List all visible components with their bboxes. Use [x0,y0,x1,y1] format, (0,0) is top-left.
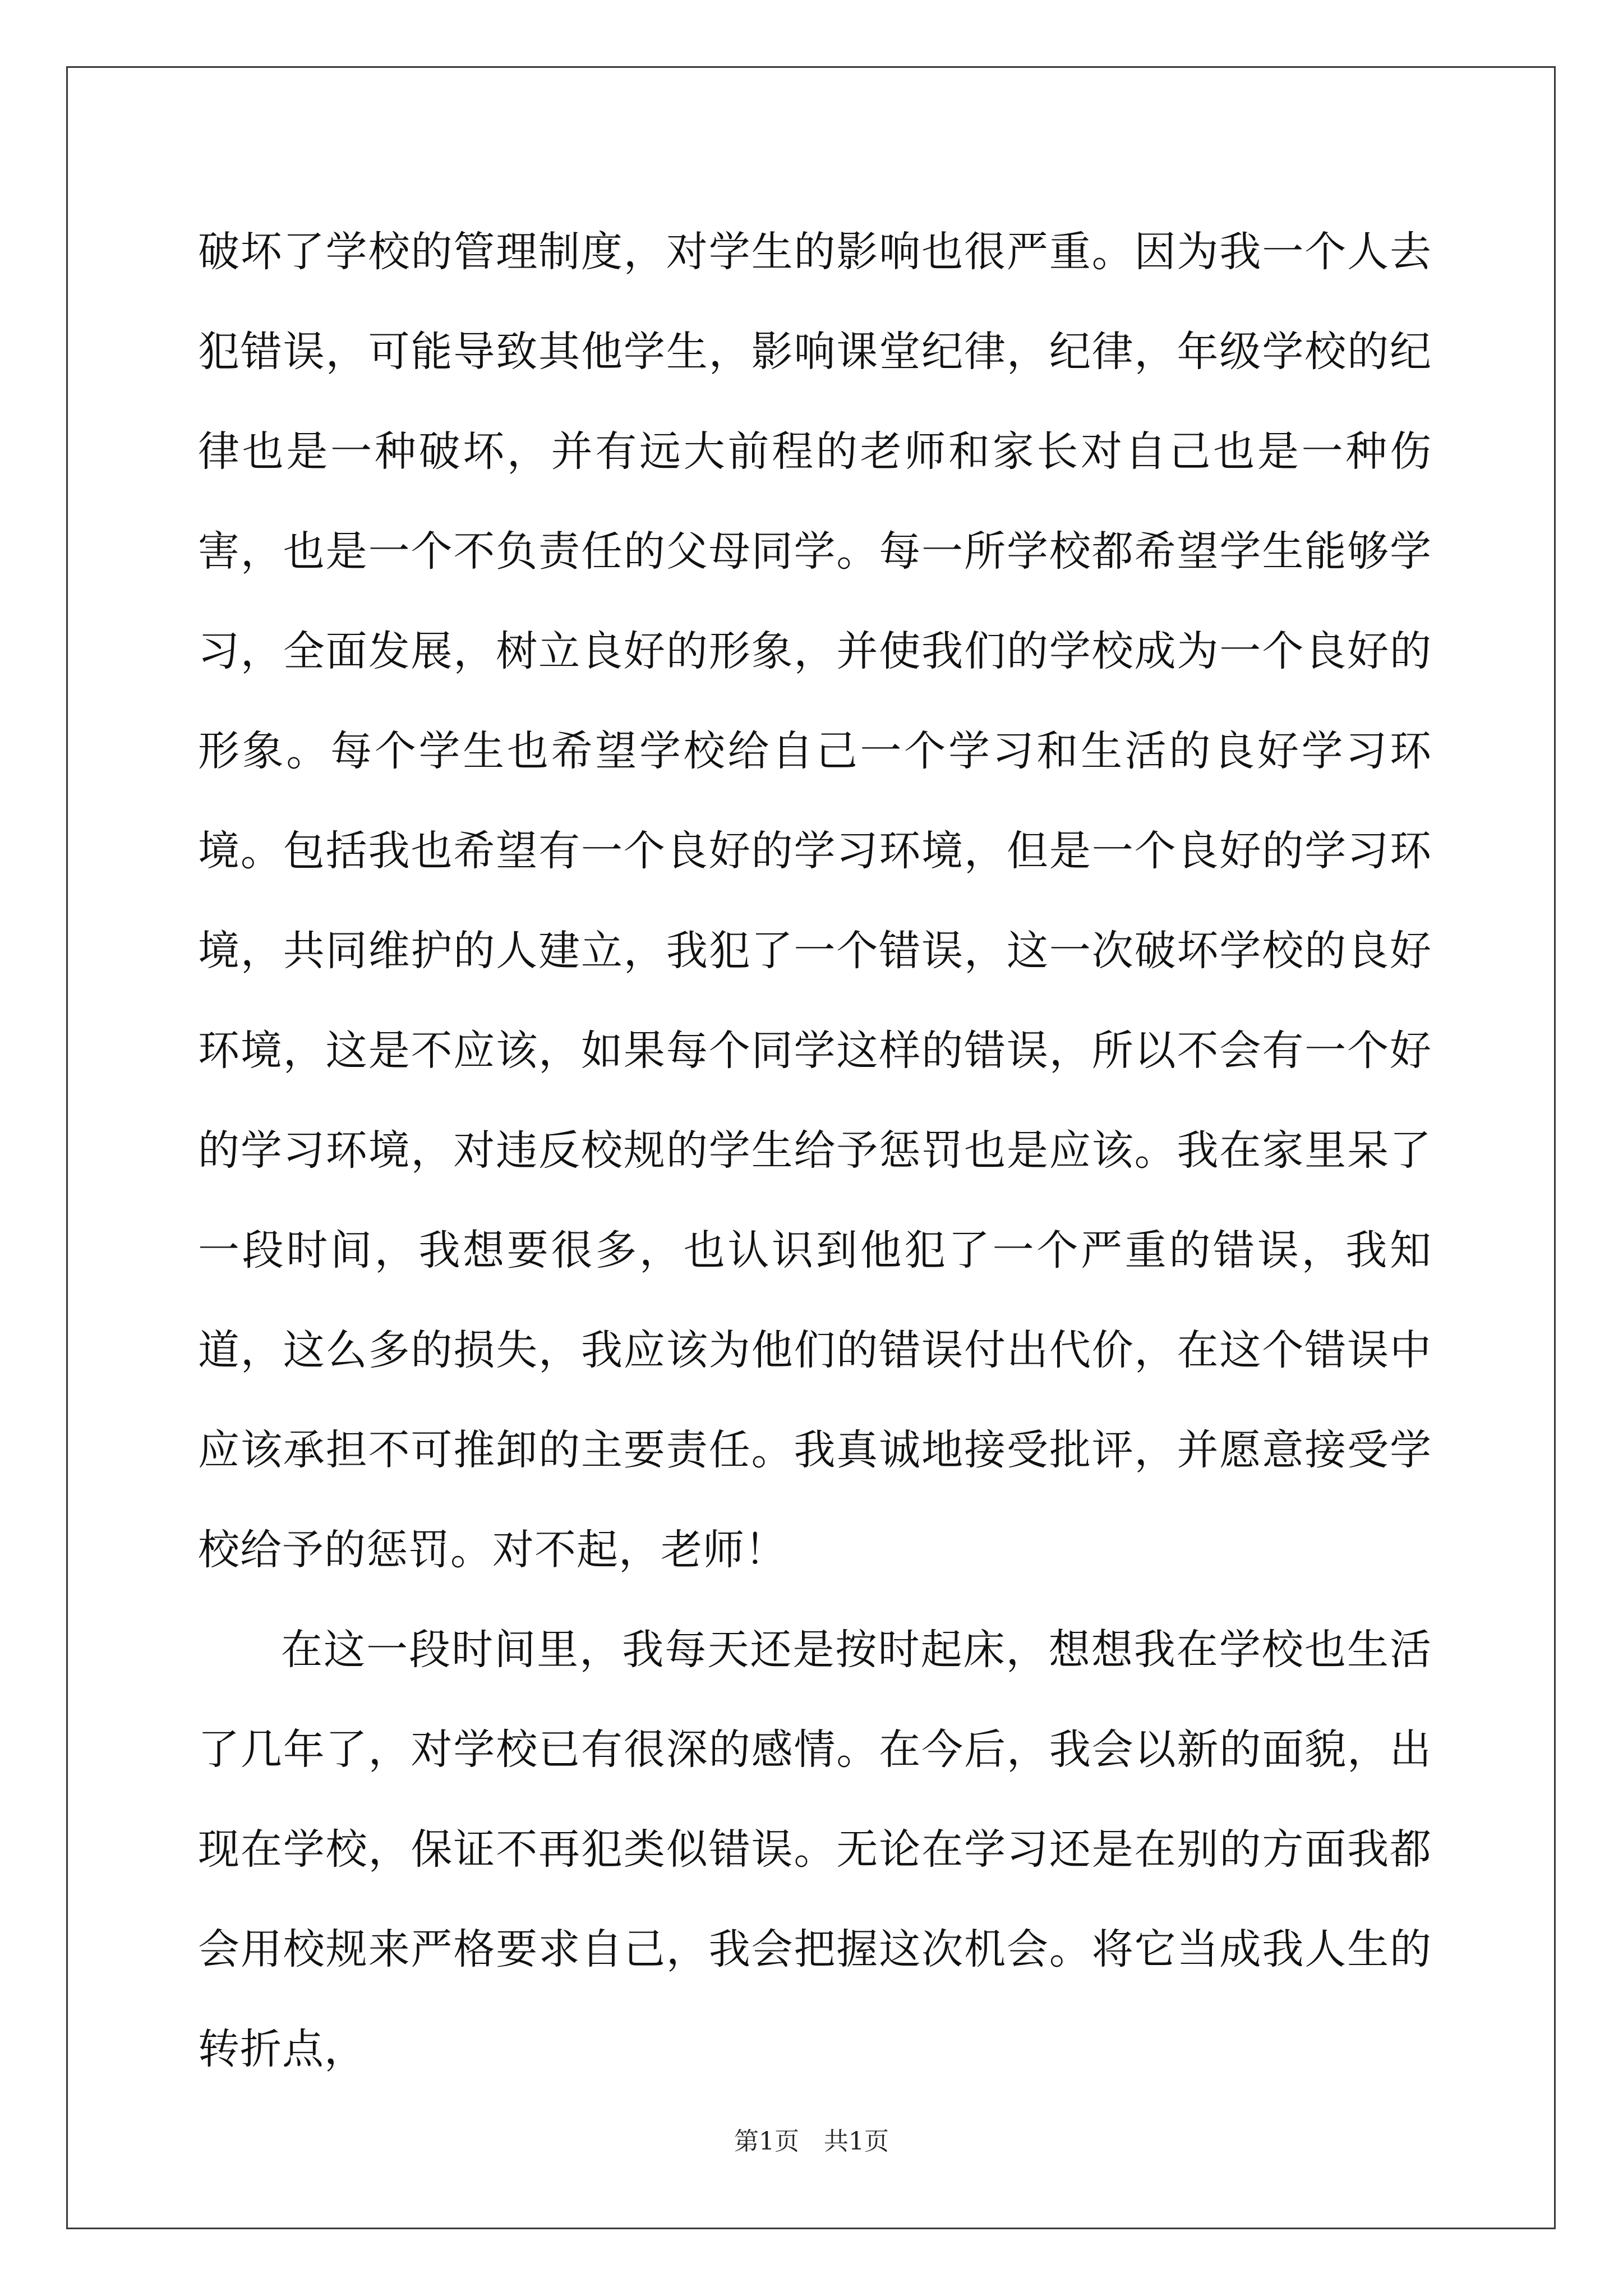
paragraph-1: 破坏了学校的管理制度，对学生的影响也很严重。因为我一个人去犯错误，可能导致其他学生，影响课堂纪律，纪律，年级学校的纪律也是一种破坏，并有远大前程的老师和家长对自己也是一种伤害，也是一个不负责任的父母同学。每一所学校都希望学生能够学习，全面发展，树立良好的形象，并使我们的学校成为一个良好的形象。每个学生也希望学校给自己一个学习和生活的良好学习环境。包括我也希望有一个良好的学习环境，但是一个良好的学习环境，共同维护的人建立，我犯了一个错误，这一次破坏学校的良好环境，这是不应该，如果每个同学这样的错误，所以不会有一个好的学习环境，对违反校规的学生给予惩罚也是应该。我在家里呆了一段时间，我想要很多，也认识到他犯了一个严重的错误，我知道，这么多的损失，我应该为他们的错误付出代价，在这个错误中应该承担不可推卸的主要责任。我真诚地接受批评，并愿意接受学校给予的惩罚。对不起，老师！ [198,228,1432,1574]
document-body [198,202,1432,2099]
paragraph-2: 在这一段时间里，我每天还是按时起床，想想我在学校也生活了几年了，对学校已有很深的感情。在今后，我会以新的面貌，出现在学校，保证不再犯类似错误。无论在学习还是在别的方面我都会用校规来严格要求自己，我会把握这次机会。将它当成我人生的转折点， [198,1626,1432,2073]
page-footer: 第1页 共1页 [734,2127,889,2156]
